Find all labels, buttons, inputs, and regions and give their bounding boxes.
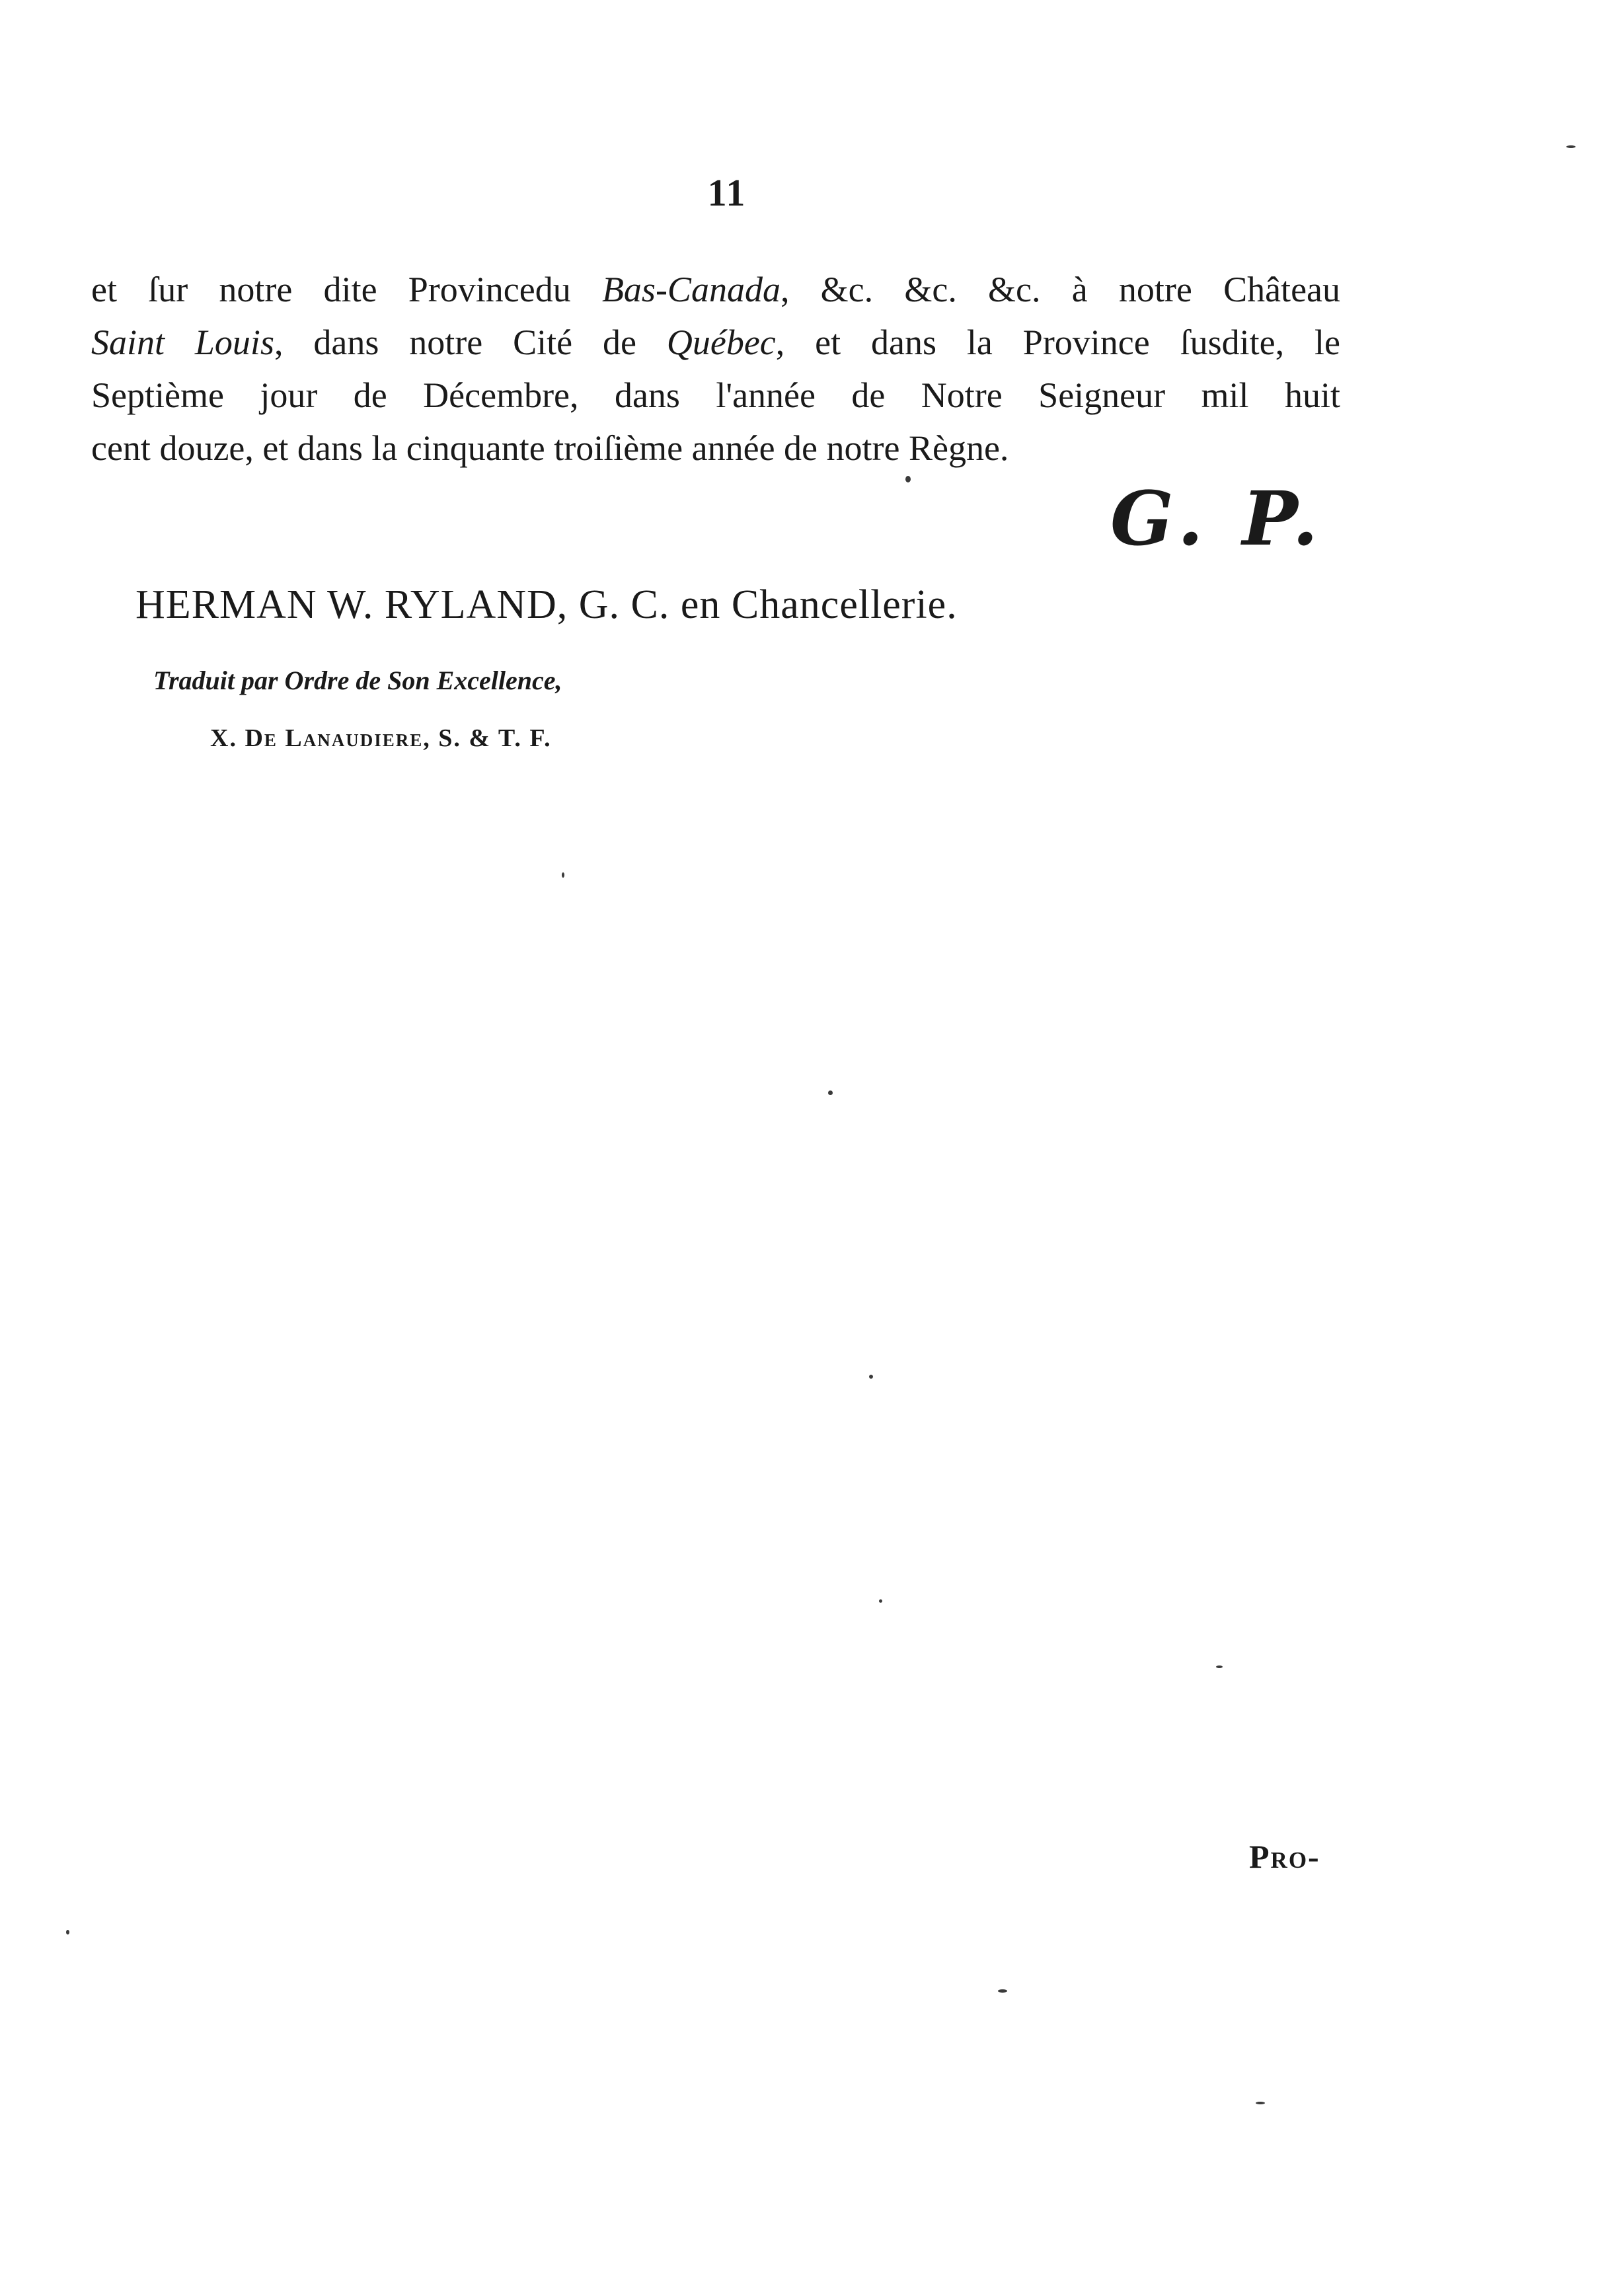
- printing-speck: [1256, 2102, 1265, 2104]
- place-name-quebec: Québec: [666, 323, 776, 362]
- printing-speck: [998, 1989, 1007, 1993]
- translator-initial: X.: [210, 724, 237, 752]
- printing-speck: [828, 1091, 833, 1095]
- printing-speck: [1566, 145, 1576, 148]
- paragraph-line-4: [91, 422, 1340, 475]
- paragraph-line-2: [91, 316, 1340, 369]
- printing-speck: [905, 476, 911, 482]
- translation-note: Traduit par Ordre de Son Excellence,: [153, 666, 562, 695]
- printing-speck: [66, 1930, 69, 1934]
- printing-speck: [562, 872, 564, 878]
- proclamation-closing-paragraph: [91, 263, 1340, 475]
- translator-line: [210, 724, 552, 753]
- line-1-segment-1: et ſur notre dite Provincedu: [91, 270, 602, 309]
- place-name-saint-louis: Saint Louis: [91, 323, 274, 362]
- printing-speck: [1216, 1665, 1223, 1668]
- line-3-segment-1: Septième jour de Décembre, dans l'année de Notre Seigneur mil huit: [91, 375, 1340, 415]
- line-1-segment-3: , &c. &c. &c. à notre Château: [780, 270, 1340, 309]
- signature-initials: G. P.: [1110, 476, 1325, 562]
- line-4-segment-1: cent douze, et dans la cinquante troiſième année de notre Règne.: [91, 428, 1009, 468]
- catchword: Pro-: [1249, 1838, 1320, 1875]
- translator-name: De Lanaudiere,: [245, 724, 431, 752]
- signer-line: HERMAN W. RYLAND, G. C. en Chancellerie.: [135, 582, 958, 627]
- line-2-segment-2: , dans notre Cité de: [274, 323, 667, 362]
- page-number: 11: [707, 171, 747, 214]
- printing-speck: [879, 1599, 882, 1603]
- paragraph-line-3: [91, 369, 1340, 422]
- translator-title: S. & T. F.: [438, 724, 552, 752]
- place-name-bas-canada: Bas-Canada: [601, 270, 781, 309]
- paragraph-line-1: [91, 263, 1340, 316]
- printing-speck: [869, 1375, 873, 1379]
- line-2-segment-4: , et dans la Province ſusdite, le: [775, 323, 1340, 362]
